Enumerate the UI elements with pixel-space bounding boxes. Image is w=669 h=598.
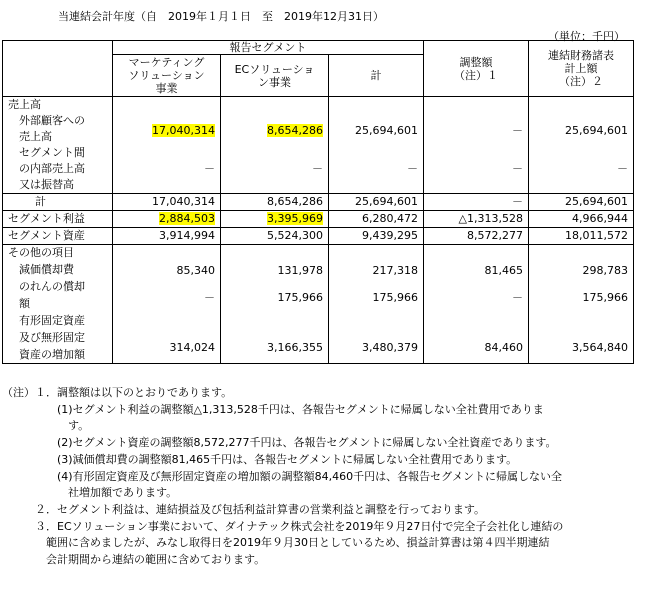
row-segment-assets [3, 228, 634, 245]
note-line: ２．セグメント利益は、連結損益及び包括利益計算書の営業利益と調整を行っております。 [2, 502, 486, 516]
header-reportable-segments: 報告セグメント [113, 41, 424, 55]
note-line: (2)セグメント資産の調整額8,572,277千円は、各報告セグメントに帰属しない全社資産であります。 [2, 436, 557, 450]
cell-assets-adjustment: 8,572,277 [424, 228, 529, 245]
cell-other-marketing: 85,340 － 314,024 [113, 245, 221, 364]
row-label-other-items: その他の項目 減価償却費 のれんの償却 額 有形固定資産 及び無形固定 資産の増加額 [3, 245, 113, 364]
row-total [3, 194, 634, 211]
period-caption: 当連結会計年度（自 2019年１月１日 至 2019年12月31日） [58, 10, 384, 23]
cell-sales-total: 25,694,601 － [329, 97, 424, 194]
cell-profit-adjustment: △1,313,528 [424, 211, 529, 228]
cell-other-ec: 131,978 175,966 3,166,355 [221, 245, 329, 364]
cell-other-total: 217,318 175,966 3,480,379 [329, 245, 424, 364]
cell-total-consolidated: 25,694,601 [529, 194, 634, 211]
note-line: 範囲に含めましたが、みなし取得日を2019年９月30日としているため、損益計算書は第４四半期連結 [2, 536, 550, 550]
header-ec-solution: ECソリューショ ン事業 [221, 55, 329, 97]
cell-total-total: 25,694,601 [329, 194, 424, 211]
cell-sales-adjustment: － － [424, 97, 529, 194]
note-line: (4)有形固定資産及び無形固定資産の増加額の調整額84,460千円は、各報告セグメントに帰属しない全 [2, 469, 562, 483]
cell-profit-total: 6,280,472 [329, 211, 424, 228]
header-marketing-solution: マーケティング ソリューション 事業 [113, 55, 221, 97]
cell-sales-ec: 8,654,286 － [221, 97, 329, 194]
row-label-total: 計 [3, 194, 113, 211]
header-adjustment: 調整額 （注）１ [424, 41, 529, 97]
header-total: 計 [329, 55, 424, 97]
row-label-segment-profit: セグメント利益 [3, 211, 113, 228]
cell-total-ec: 8,654,286 [221, 194, 329, 211]
cell-other-adjustment: 81,465 － 84,460 [424, 245, 529, 364]
cell-other-consolidated: 298,783 175,966 3,564,840 [529, 245, 634, 364]
header-consolidated: 連結財務諸表 計上額 （注）２ [529, 41, 634, 97]
note-line: (3)減価償却費の調整額81,465千円は、各報告セグメントに帰属しない全社費用であります。 [2, 452, 518, 466]
note-line: 社増加額であります。 [2, 486, 178, 500]
cell-profit-marketing: 2,884,503 [113, 211, 221, 228]
row-other-items [3, 245, 634, 364]
cell-sales-consolidated: 25,694,601 － [529, 97, 634, 194]
cell-total-marketing: 17,040,314 [113, 194, 221, 211]
cell-assets-ec: 5,524,300 [221, 228, 329, 245]
header-blank [3, 41, 113, 97]
row-label-segment-assets: セグメント資産 [3, 228, 113, 245]
cell-total-adjustment: － [424, 194, 529, 211]
note-line: 会計期間から連結の範囲に含めております。 [2, 553, 266, 567]
row-sales [3, 97, 634, 194]
note-line: （注）１．調整額は以下のとおりであります。 [2, 386, 233, 399]
row-label-sales: 売上高 外部顧客への 売上高 セグメント間 の内部売上高 又は振替高 [3, 97, 113, 194]
cell-assets-consolidated: 18,011,572 [529, 228, 634, 245]
footnotes [2, 385, 662, 569]
unit-caption: （単位：千円） [548, 30, 625, 43]
cell-sales-marketing: 17,040,314 － [113, 97, 221, 194]
cell-assets-marketing: 3,914,994 [113, 228, 221, 245]
note-line: (1)セグメント利益の調整額△1,313,528千円は、各報告セグメントに帰属しない全社費用でありま [2, 402, 544, 416]
row-segment-profit [3, 211, 634, 228]
note-line: ３．ECソリューション事業において、ダイナテック株式会社を2019年９月27日付で完全子会社化し連結の [2, 519, 564, 533]
segment-table [2, 40, 634, 364]
cell-assets-total: 9,439,295 [329, 228, 424, 245]
note-line: す。 [2, 419, 90, 433]
cell-profit-ec: 3,395,969 [221, 211, 329, 228]
cell-profit-consolidated: 4,966,944 [529, 211, 634, 228]
